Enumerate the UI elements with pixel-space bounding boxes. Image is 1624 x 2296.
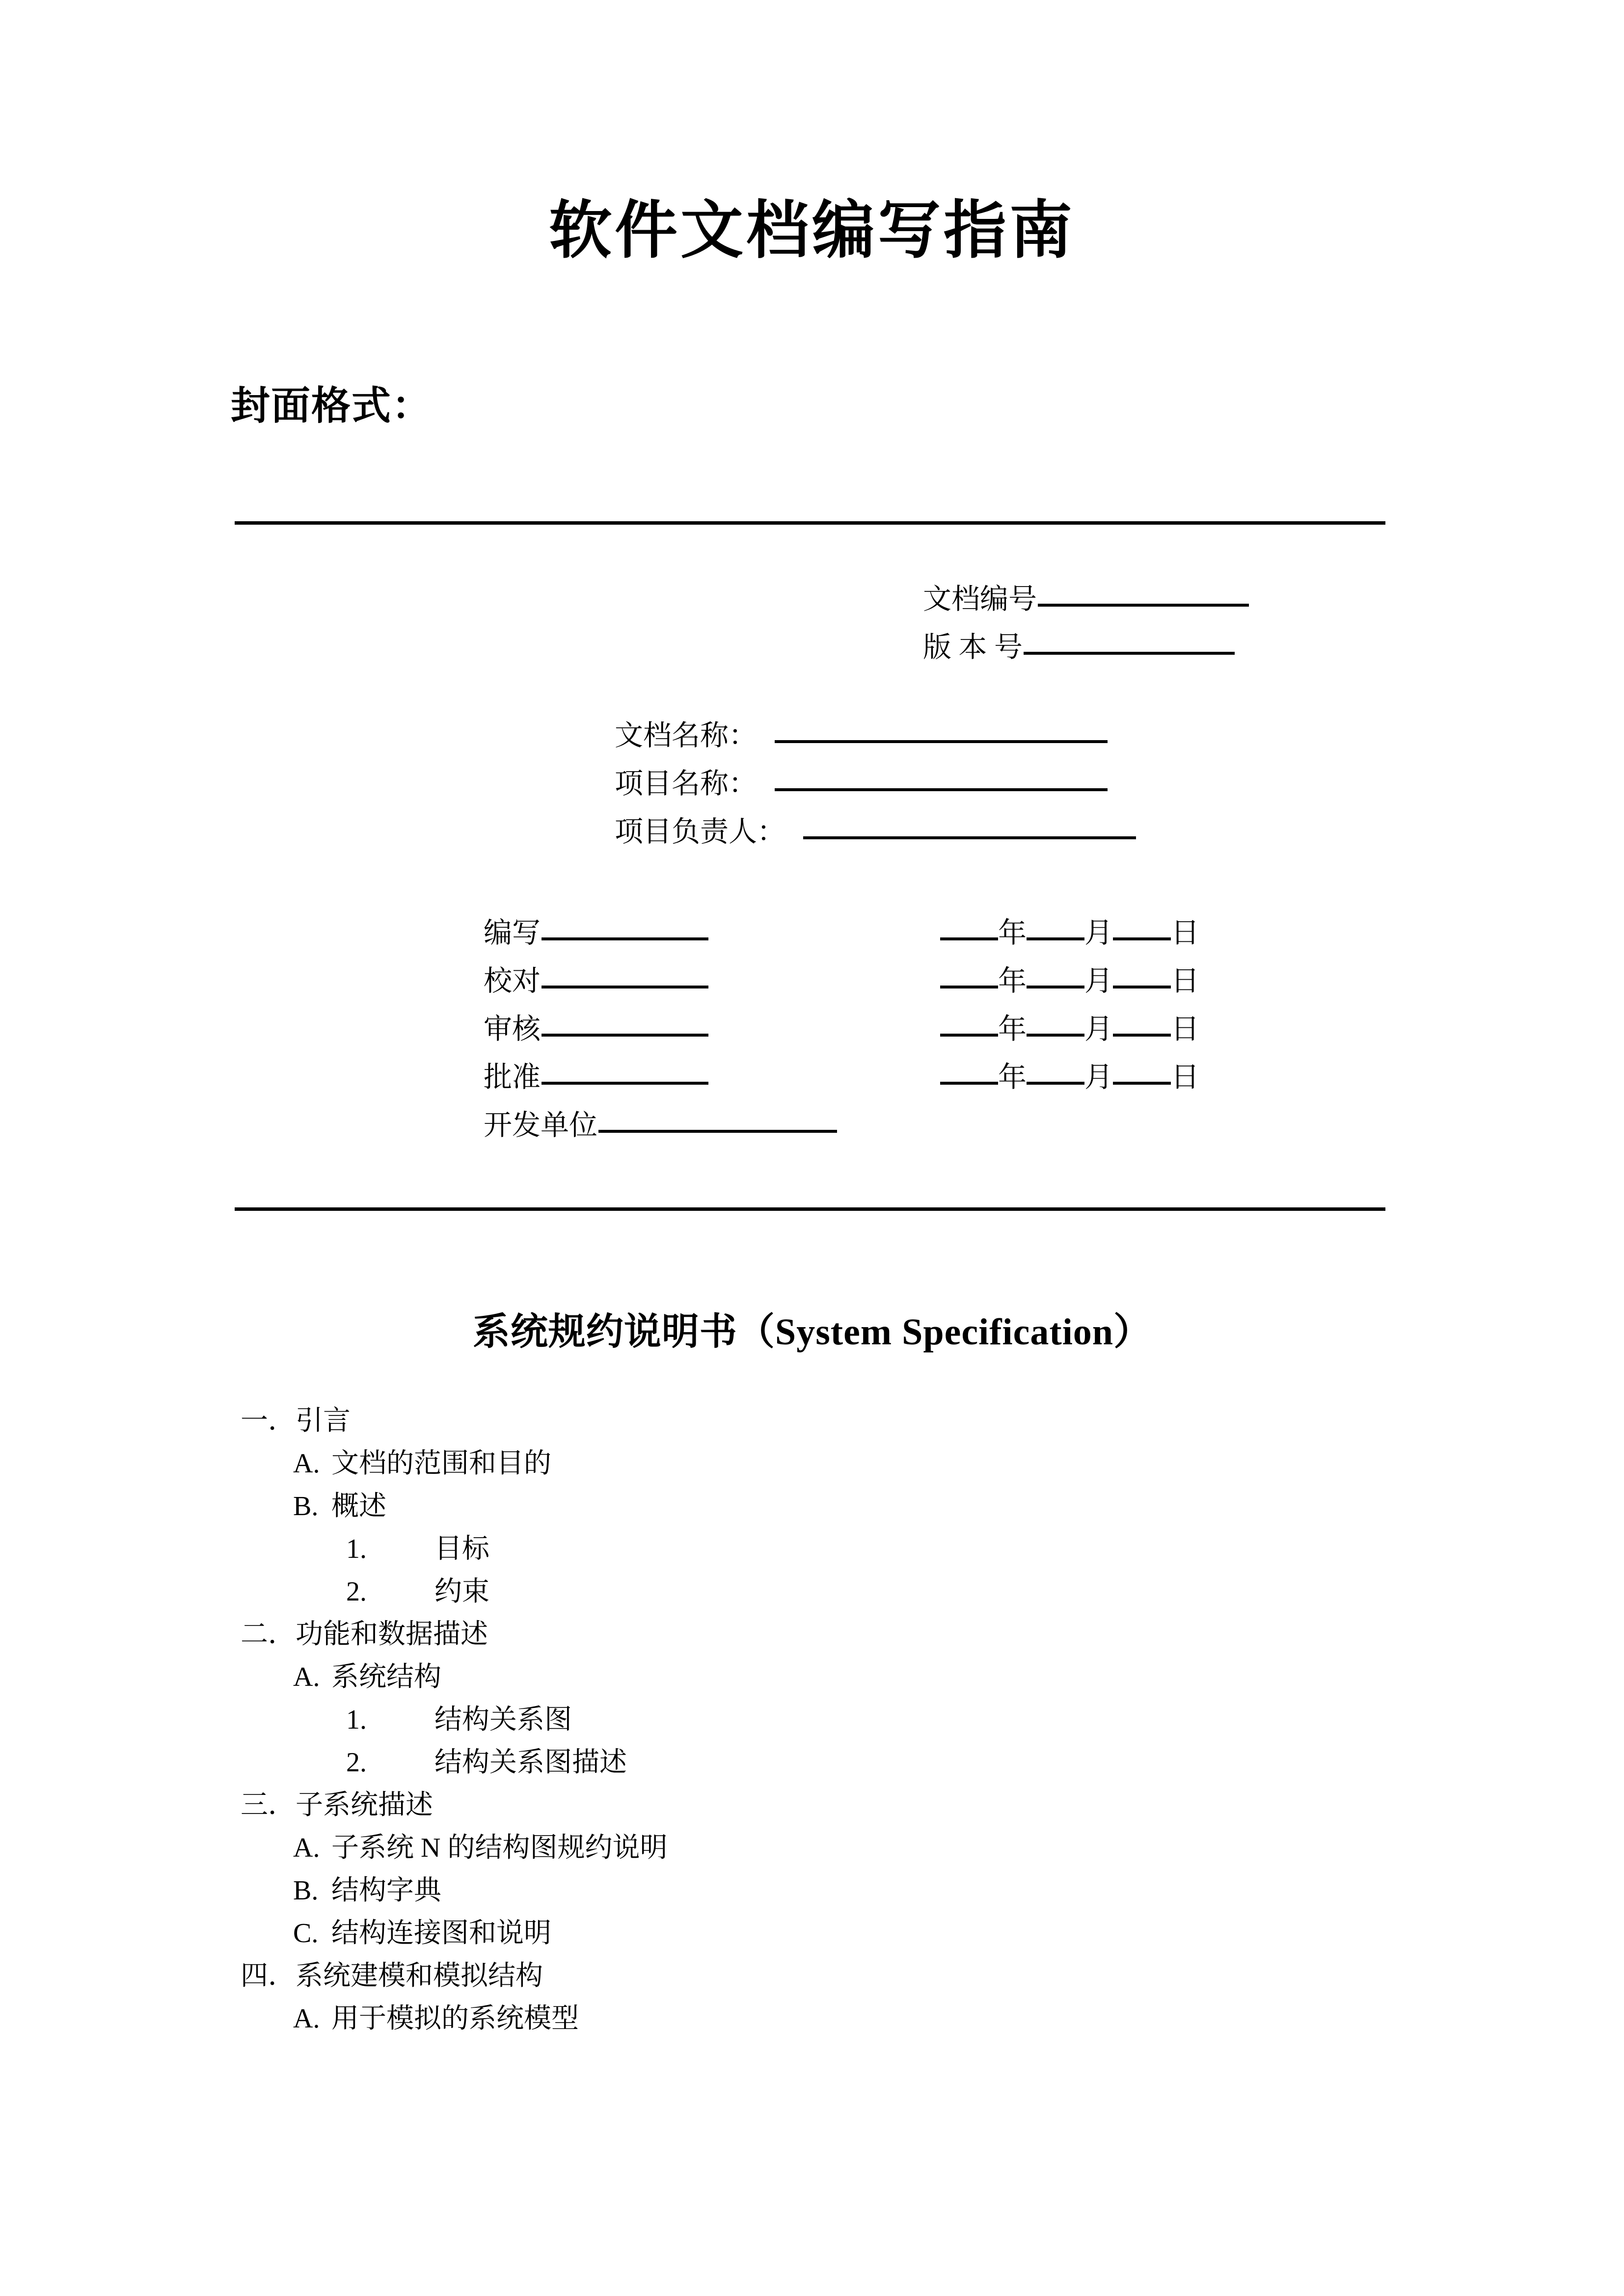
field-label: 项目负责人： (615, 816, 786, 848)
signature-row (484, 1101, 1199, 1149)
field-label: 项目名称： (615, 768, 758, 800)
signature-date-cell (940, 1005, 1199, 1053)
date-year-blank[interactable] (940, 1034, 998, 1037)
cover-field-row (615, 712, 1136, 760)
outline-marker: 1. (346, 1534, 367, 1564)
fill-in-blank[interactable] (541, 1082, 708, 1085)
outline-item (0, 1656, 1624, 1699)
date-day-unit: 日 (1171, 917, 1200, 949)
cover-bottom-rule (235, 1207, 1385, 1211)
outline-item (0, 1827, 1624, 1869)
outline-item-label: 文档的范围和目的 (331, 1448, 551, 1479)
document-number-row (923, 575, 1249, 623)
field-label: 校对 (484, 965, 541, 997)
outline-item (0, 1442, 1624, 1485)
signature-name-cell (484, 1005, 940, 1053)
outline-item-label: 约束 (434, 1576, 489, 1607)
field-label: 开发单位 (484, 1109, 598, 1141)
outline-marker: 1. (346, 1705, 367, 1735)
signature-row (484, 957, 1199, 1005)
outline-item-label: 结构关系图描述 (434, 1747, 627, 1778)
outline-marker: A. (293, 1662, 320, 1692)
page-title: 软件文档编写指南 (548, 196, 1075, 266)
signature-name-cell (484, 957, 940, 1005)
date-month-unit: 月 (1084, 917, 1113, 949)
signature-date-cell (940, 909, 1199, 957)
fill-in-blank[interactable] (541, 986, 708, 988)
outline-item (0, 1485, 1624, 1528)
outline-marker: 2. (346, 1747, 367, 1778)
date-day-unit: 日 (1171, 1013, 1200, 1045)
outline-item (0, 1613, 1624, 1656)
signature-name-cell (484, 1053, 940, 1101)
date-month-unit: 月 (1084, 965, 1113, 997)
field-label: 审核 (484, 1013, 541, 1045)
date-day-unit: 日 (1171, 1061, 1200, 1093)
cover-format-heading: 封面格式： (231, 385, 432, 428)
date-day-blank[interactable] (1113, 1082, 1171, 1085)
outline-item-label: 子系统描述 (296, 1790, 433, 1820)
date-month-unit: 月 (1084, 1013, 1113, 1045)
field-label: 编写 (484, 917, 541, 949)
outline-item (0, 1784, 1624, 1827)
cover-field-row (615, 808, 1136, 856)
outline-marker: 2. (346, 1576, 367, 1607)
fill-in-blank[interactable] (1038, 604, 1249, 607)
outline-marker: A. (293, 1448, 320, 1479)
fill-in-blank[interactable] (541, 1034, 708, 1037)
outline-item (0, 1869, 1624, 1912)
outline-item-label: 系统建模和模拟结构 (296, 1961, 543, 1991)
field-label: 文档名称： (615, 720, 758, 751)
outline-item (0, 1400, 1624, 1442)
signature-name-cell (484, 909, 940, 957)
date-year-unit: 年 (998, 1013, 1027, 1045)
outline-item-label: 用于模拟的系统模型 (331, 2003, 579, 2034)
signature-date-cell (940, 957, 1199, 1005)
outline-item (0, 1955, 1624, 1998)
cover-block (0, 521, 1624, 1207)
outline-item-label: 结构字典 (331, 1875, 441, 1906)
fill-in-blank[interactable] (775, 788, 1108, 791)
outline-marker: 三． (241, 1790, 296, 1820)
date-day-blank[interactable] (1113, 1034, 1171, 1037)
date-month-blank[interactable] (1027, 1082, 1084, 1085)
date-year-unit: 年 (998, 917, 1027, 949)
outline-item-label: 概述 (331, 1491, 386, 1522)
outline-item-label: 功能和数据描述 (296, 1619, 488, 1650)
cover-field-row (615, 760, 1136, 808)
outline-marker: 四． (241, 1961, 296, 1991)
signature-date-cell (940, 1053, 1199, 1101)
outline-item (0, 1699, 1624, 1741)
document-number-row (923, 623, 1249, 671)
date-year-blank[interactable] (940, 986, 998, 988)
date-day-blank[interactable] (1113, 986, 1171, 988)
date-day-unit: 日 (1171, 965, 1200, 997)
date-year-unit: 年 (998, 965, 1027, 997)
outline-item (0, 1912, 1624, 1955)
document-number-group (923, 575, 1249, 671)
fill-in-blank[interactable] (803, 836, 1136, 839)
outline-item (0, 1528, 1624, 1571)
signature-row (484, 1053, 1199, 1101)
outline-marker: B. (293, 1491, 319, 1522)
outline-item-label: 子系统 N 的结构图规约说明 (331, 1833, 668, 1863)
date-year-blank[interactable] (940, 1082, 998, 1085)
signature-row (484, 1005, 1199, 1053)
fill-in-blank[interactable] (541, 937, 708, 940)
date-month-unit: 月 (1084, 1061, 1113, 1093)
field-label: 版 本 号 (923, 631, 1023, 663)
fill-in-blank[interactable] (598, 1130, 837, 1133)
date-month-blank[interactable] (1027, 986, 1084, 988)
field-label: 批准 (484, 1061, 541, 1093)
outline-item (0, 1998, 1624, 2040)
outline-item-label: 结构关系图 (434, 1705, 572, 1735)
outline-list (0, 1400, 1624, 2040)
field-label: 文档编号 (923, 583, 1037, 615)
outline-marker: 一． (241, 1406, 296, 1436)
date-day-blank[interactable] (1113, 937, 1171, 940)
fill-in-blank[interactable] (1024, 652, 1235, 655)
outline-item (0, 1741, 1624, 1784)
outline-item (0, 1571, 1624, 1613)
date-year-unit: 年 (998, 1061, 1027, 1093)
date-month-blank[interactable] (1027, 1034, 1084, 1037)
outline-item-label: 目标 (434, 1534, 489, 1564)
outline-item-label: 系统结构 (331, 1662, 441, 1692)
date-year-blank[interactable] (940, 937, 998, 940)
outline-marker: C. (293, 1918, 319, 1949)
fill-in-blank[interactable] (775, 740, 1108, 743)
outline-marker: A. (293, 1833, 320, 1863)
outline-marker: A. (293, 2003, 320, 2034)
outline-item-label: 结构连接图和说明 (331, 1918, 551, 1949)
outline-marker: B. (293, 1875, 319, 1906)
signature-row (484, 909, 1199, 957)
outline-marker: 二． (241, 1619, 296, 1650)
signature-name-cell (484, 1101, 940, 1149)
section-heading: 系统规约说明书（System Specification） (472, 1311, 1152, 1353)
signature-group (484, 909, 1199, 1149)
outline-item-label: 引言 (296, 1406, 351, 1436)
date-month-blank[interactable] (1027, 937, 1084, 940)
document-name-group (615, 712, 1136, 856)
